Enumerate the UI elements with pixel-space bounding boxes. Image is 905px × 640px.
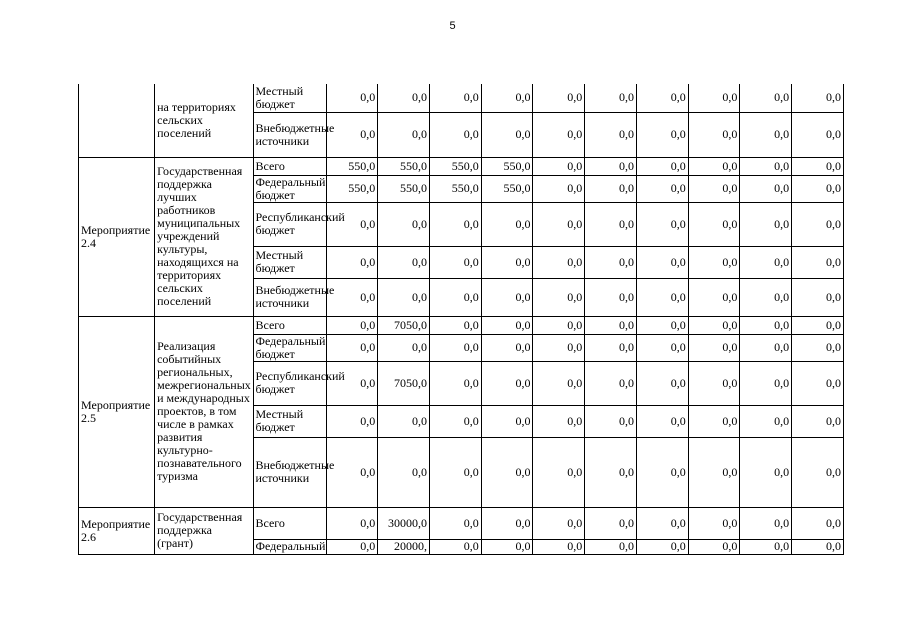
amount-cell: 550,0: [481, 175, 533, 202]
amount-cell: 550,0: [481, 157, 533, 175]
event-name-cell: Государственная поддержка (грант): [155, 507, 253, 554]
amount-cell: 0,0: [585, 278, 637, 316]
funding-source-cell: Местный бюджет: [253, 84, 326, 112]
amount-cell: 0,0: [430, 246, 482, 278]
amount-cell: 0,0: [533, 157, 585, 175]
amount-cell: 0,0: [585, 316, 637, 334]
amount-cell: 0,0: [636, 202, 688, 246]
amount-cell: 0,0: [688, 539, 740, 554]
amount-cell: 0,0: [378, 202, 430, 246]
amount-cell: 7050,0: [378, 361, 430, 405]
funding-source-cell: Внебюджетные источники: [253, 112, 326, 157]
amount-cell: 0,0: [326, 202, 378, 246]
amount-cell: 0,0: [326, 507, 378, 539]
amount-cell: 0,0: [378, 334, 430, 361]
amount-cell: 0,0: [326, 316, 378, 334]
amount-cell: 0,0: [481, 507, 533, 539]
amount-cell: 0,0: [688, 316, 740, 334]
page-number: 5: [449, 20, 456, 32]
amount-cell: 0,0: [481, 246, 533, 278]
amount-cell: 0,0: [585, 507, 637, 539]
amount-cell: 0,0: [740, 84, 792, 112]
amount-cell: 0,0: [792, 278, 844, 316]
amount-cell: 0,0: [740, 157, 792, 175]
funding-source-cell: Местный бюджет: [253, 405, 326, 437]
amount-cell: 30000,0: [378, 507, 430, 539]
funding-source-cell: Внебюджетные источники: [253, 278, 326, 316]
amount-cell: 0,0: [792, 157, 844, 175]
amount-cell: 0,0: [740, 405, 792, 437]
amount-cell: 0,0: [585, 202, 637, 246]
amount-cell: 0,0: [533, 334, 585, 361]
amount-cell: 0,0: [740, 437, 792, 507]
funding-source-cell: Всего: [253, 507, 326, 539]
amount-cell: 0,0: [740, 316, 792, 334]
amount-cell: 0,0: [636, 405, 688, 437]
amount-cell: 0,0: [688, 361, 740, 405]
event-name-cell: на территориях сельских поселений: [155, 84, 253, 157]
amount-cell: 0,0: [533, 175, 585, 202]
amount-cell: 550,0: [430, 157, 482, 175]
amount-cell: 0,0: [636, 278, 688, 316]
amount-cell: 0,0: [481, 361, 533, 405]
amount-cell: 0,0: [740, 334, 792, 361]
amount-cell: 7050,0: [378, 316, 430, 334]
event-name-cell: Реализация событийных региональных, межрегиональных и международных проектов, в том числе в рамках развития культурно-познавательного туризма: [155, 316, 253, 507]
amount-cell: 0,0: [636, 334, 688, 361]
amount-cell: 0,0: [636, 112, 688, 157]
table-row: [79, 316, 844, 334]
amount-cell: 0,0: [792, 507, 844, 539]
event-cell: Мероприятие 2.4: [79, 157, 155, 316]
amount-cell: 0,0: [636, 84, 688, 112]
funding-source-cell: Республиканский бюджет: [253, 202, 326, 246]
amount-cell: 0,0: [430, 334, 482, 361]
table-row: [79, 507, 844, 539]
amount-cell: 0,0: [740, 278, 792, 316]
event-cell: Мероприятие 2.6: [79, 507, 155, 554]
table-row: [79, 157, 844, 175]
amount-cell: 0,0: [481, 202, 533, 246]
event-cell: Мероприятие 2.5: [79, 316, 155, 507]
amount-cell: 0,0: [636, 175, 688, 202]
amount-cell: 0,0: [481, 437, 533, 507]
amount-cell: 0,0: [326, 112, 378, 157]
amount-cell: 0,0: [430, 539, 482, 554]
amount-cell: 0,0: [740, 175, 792, 202]
amount-cell: 0,0: [378, 437, 430, 507]
amount-cell: 0,0: [533, 361, 585, 405]
amount-cell: 0,0: [792, 405, 844, 437]
amount-cell: 0,0: [636, 361, 688, 405]
event-name-cell: Государственная поддержка лучших работников муниципальных учреждений культуры, находящихся на территориях сельских поселений: [155, 157, 253, 316]
amount-cell: 0,0: [326, 405, 378, 437]
amount-cell: 0,0: [533, 405, 585, 437]
amount-cell: 0,0: [378, 112, 430, 157]
amount-cell: 0,0: [688, 202, 740, 246]
amount-cell: 0,0: [378, 84, 430, 112]
amount-cell: 0,0: [430, 361, 482, 405]
amount-cell: 0,0: [740, 112, 792, 157]
funding-source-cell: Всего: [253, 316, 326, 334]
table-row: [79, 84, 844, 112]
amount-cell: 0,0: [481, 334, 533, 361]
funding-source-cell: Федеральный бюджет: [253, 175, 326, 202]
amount-cell: 0,0: [326, 539, 378, 554]
amount-cell: 0,0: [740, 202, 792, 246]
amount-cell: 0,0: [636, 246, 688, 278]
amount-cell: 0,0: [326, 246, 378, 278]
amount-cell: 0,0: [688, 246, 740, 278]
amount-cell: 0,0: [740, 246, 792, 278]
amount-cell: 550,0: [326, 157, 378, 175]
funding-source-cell: Республиканский бюджет: [253, 361, 326, 405]
amount-cell: 0,0: [430, 202, 482, 246]
amount-cell: 0,0: [481, 84, 533, 112]
amount-cell: 0,0: [585, 175, 637, 202]
amount-cell: 0,0: [430, 316, 482, 334]
amount-cell: 0,0: [326, 437, 378, 507]
amount-cell: 0,0: [688, 278, 740, 316]
amount-cell: 0,0: [740, 539, 792, 554]
amount-cell: 0,0: [533, 316, 585, 334]
amount-cell: 0,0: [688, 112, 740, 157]
amount-cell: 0,0: [792, 316, 844, 334]
amount-cell: 0,0: [636, 157, 688, 175]
amount-cell: 0,0: [585, 334, 637, 361]
amount-cell: 0,0: [585, 539, 637, 554]
budget-table-body: [79, 84, 844, 554]
amount-cell: 0,0: [636, 437, 688, 507]
amount-cell: 0,0: [636, 316, 688, 334]
amount-cell: 0,0: [481, 405, 533, 437]
amount-cell: 0,0: [792, 539, 844, 554]
amount-cell: 20000,: [378, 539, 430, 554]
amount-cell: 0,0: [585, 84, 637, 112]
funding-source-cell: Внебюджетные источники: [253, 437, 326, 507]
amount-cell: 0,0: [688, 157, 740, 175]
funding-source-cell: Федеральный: [253, 539, 326, 554]
amount-cell: 0,0: [430, 278, 482, 316]
amount-cell: 0,0: [585, 157, 637, 175]
amount-cell: 0,0: [585, 246, 637, 278]
amount-cell: 0,0: [792, 437, 844, 507]
amount-cell: 0,0: [585, 112, 637, 157]
amount-cell: 0,0: [533, 84, 585, 112]
amount-cell: 0,0: [792, 246, 844, 278]
amount-cell: 0,0: [430, 507, 482, 539]
amount-cell: 0,0: [740, 361, 792, 405]
amount-cell: 0,0: [792, 175, 844, 202]
budget-table: [78, 84, 844, 555]
amount-cell: 0,0: [533, 278, 585, 316]
amount-cell: 0,0: [688, 405, 740, 437]
amount-cell: 0,0: [585, 361, 637, 405]
amount-cell: 0,0: [430, 437, 482, 507]
amount-cell: 550,0: [378, 175, 430, 202]
amount-cell: 0,0: [636, 507, 688, 539]
amount-cell: 0,0: [688, 437, 740, 507]
amount-cell: 0,0: [792, 334, 844, 361]
amount-cell: 0,0: [481, 539, 533, 554]
amount-cell: 0,0: [481, 278, 533, 316]
amount-cell: 0,0: [326, 361, 378, 405]
funding-source-cell: Всего: [253, 157, 326, 175]
amount-cell: 0,0: [533, 437, 585, 507]
amount-cell: 0,0: [533, 246, 585, 278]
amount-cell: 0,0: [326, 334, 378, 361]
amount-cell: 550,0: [378, 157, 430, 175]
amount-cell: 0,0: [688, 334, 740, 361]
amount-cell: 0,0: [688, 84, 740, 112]
amount-cell: 0,0: [688, 507, 740, 539]
amount-cell: 0,0: [378, 405, 430, 437]
amount-cell: 0,0: [378, 246, 430, 278]
amount-cell: 0,0: [636, 539, 688, 554]
amount-cell: 550,0: [430, 175, 482, 202]
funding-source-cell: Федеральный бюджет: [253, 334, 326, 361]
amount-cell: 0,0: [430, 112, 482, 157]
amount-cell: 0,0: [430, 405, 482, 437]
amount-cell: 0,0: [585, 437, 637, 507]
amount-cell: 0,0: [792, 361, 844, 405]
amount-cell: 0,0: [792, 202, 844, 246]
amount-cell: 550,0: [326, 175, 378, 202]
event-cell: [79, 84, 155, 157]
amount-cell: 0,0: [533, 539, 585, 554]
amount-cell: 0,0: [792, 84, 844, 112]
amount-cell: 0,0: [481, 316, 533, 334]
amount-cell: 0,0: [533, 507, 585, 539]
amount-cell: 0,0: [533, 112, 585, 157]
amount-cell: 0,0: [792, 112, 844, 157]
amount-cell: 0,0: [481, 112, 533, 157]
amount-cell: 0,0: [688, 175, 740, 202]
amount-cell: 0,0: [326, 84, 378, 112]
amount-cell: 0,0: [430, 84, 482, 112]
amount-cell: 0,0: [378, 278, 430, 316]
amount-cell: 0,0: [326, 278, 378, 316]
amount-cell: 0,0: [533, 202, 585, 246]
funding-source-cell: Местный бюджет: [253, 246, 326, 278]
amount-cell: 0,0: [585, 405, 637, 437]
amount-cell: 0,0: [740, 507, 792, 539]
